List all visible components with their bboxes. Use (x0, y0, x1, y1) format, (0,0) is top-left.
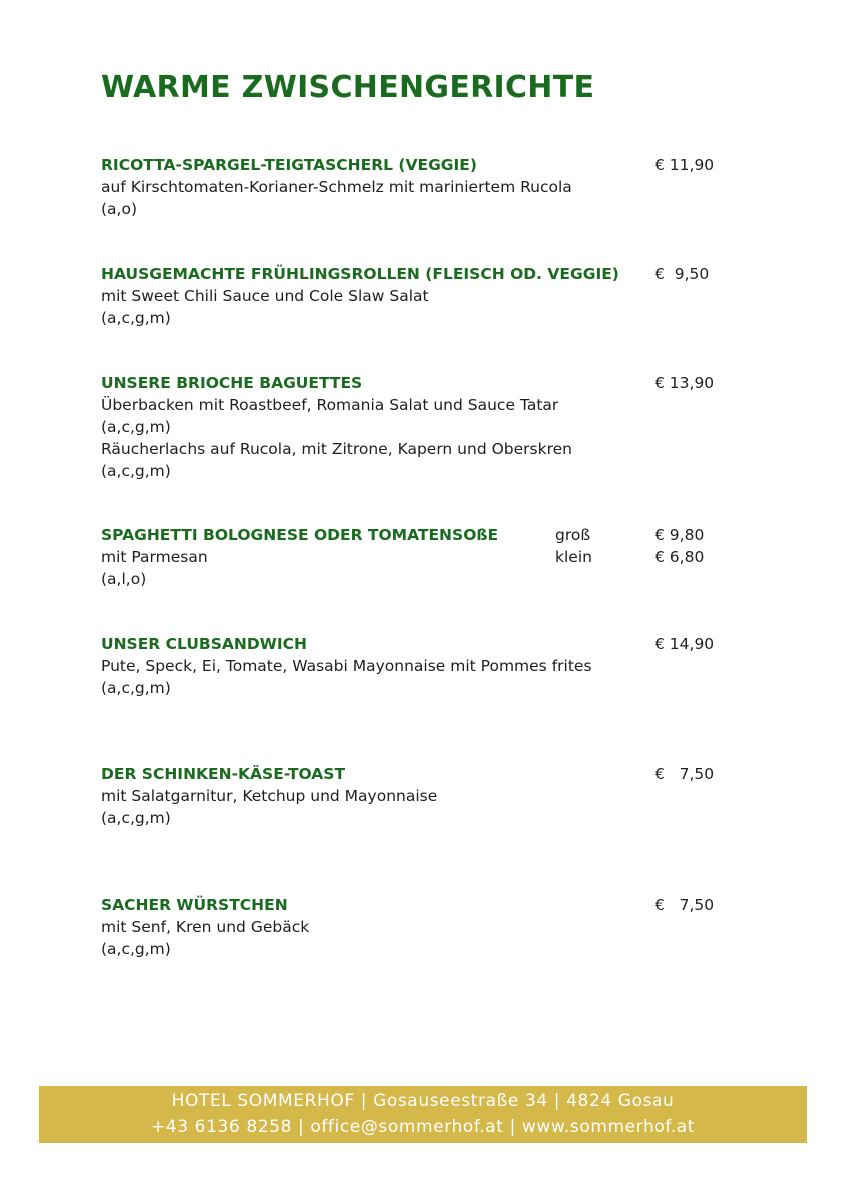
item-description: mit Senf, Kren und Gebäck (101, 918, 310, 936)
item-name: DER SCHINKEN-KÄSE-TOAST (101, 765, 346, 783)
item-name: SACHER WÜRSTCHEN (101, 896, 288, 914)
item-allergens: (a,c,g,m) (101, 940, 171, 958)
item-description: auf Kirschtomaten-Korianer-Schmelz mit mariniertem Rucola (101, 178, 572, 196)
item-description: mit Salatgarnitur, Ketchup und Mayonnaise (101, 787, 438, 805)
size-label-large: groß (555, 526, 591, 544)
page-title: WARME ZWISCHENGERICHTE (101, 70, 595, 105)
item-price: € 11,90 (655, 156, 715, 174)
menu-item-ricotta (101, 154, 741, 220)
footer-banner (39, 1086, 807, 1143)
footer-contact: +43 6136 8258 | office@sommerhof.at | www.sommerhof.at (150, 1117, 695, 1137)
item-description: Pute, Speck, Ei, Tomate, Wasabi Mayonnaise mit Pommes frites (101, 657, 592, 675)
menu-item-schinken-kaese-toast (101, 763, 741, 829)
item-name: SPAGHETTI BOLOGNESE ODER TOMATENSOßE (101, 526, 499, 544)
item-name: UNSERE BRIOCHE BAGUETTES (101, 374, 363, 392)
item-allergens: (a,c,g,m) (101, 418, 171, 436)
item-description: Überbacken mit Roastbeef, Romania Salat und Sauce Tatar (101, 396, 559, 414)
item-description: mit Parmesan (101, 548, 208, 566)
menu-item-sacher-wuerstchen (101, 894, 741, 960)
item-price-large: € 9,80 (655, 526, 705, 544)
item-price-small: € 6,80 (655, 548, 705, 566)
item-description: mit Sweet Chili Sauce und Cole Slaw Salat (101, 287, 429, 305)
menu-item-spaghetti (101, 524, 741, 590)
footer-address: HOTEL SOMMERHOF | Gosauseestraße 34 | 4824 Gosau (171, 1091, 675, 1111)
item-price: € 7,50 (655, 896, 715, 914)
item-price: € 7,50 (655, 765, 715, 783)
item-allergens: (a,l,o) (101, 570, 147, 588)
menu-item-fruehlingsrollen (101, 263, 741, 329)
item-description: Räucherlachs auf Rucola, mit Zitrone, Kapern und Oberskren (101, 440, 572, 458)
item-price: € 13,90 (655, 374, 715, 392)
menu-item-brioche-baguettes (101, 372, 741, 482)
item-allergens: (a,c,g,m) (101, 679, 171, 697)
size-label-small: klein (555, 548, 592, 566)
item-allergens: (a,c,g,m) (101, 809, 171, 827)
item-price: € 14,90 (655, 635, 715, 653)
item-name: RICOTTA-SPARGEL-TEIGTASCHERL (VEGGIE) (101, 156, 477, 174)
item-allergens: (a,o) (101, 200, 138, 218)
item-name: HAUSGEMACHTE FRÜHLINGSROLLEN (FLEISCH OD. VEGGIE) (101, 265, 619, 283)
item-allergens: (a,c,g,m) (101, 462, 171, 480)
item-price: € 9,50 (655, 265, 710, 283)
item-allergens: (a,c,g,m) (101, 309, 171, 327)
item-name: UNSER CLUBSANDWICH (101, 635, 307, 653)
menu-item-clubsandwich (101, 633, 741, 699)
